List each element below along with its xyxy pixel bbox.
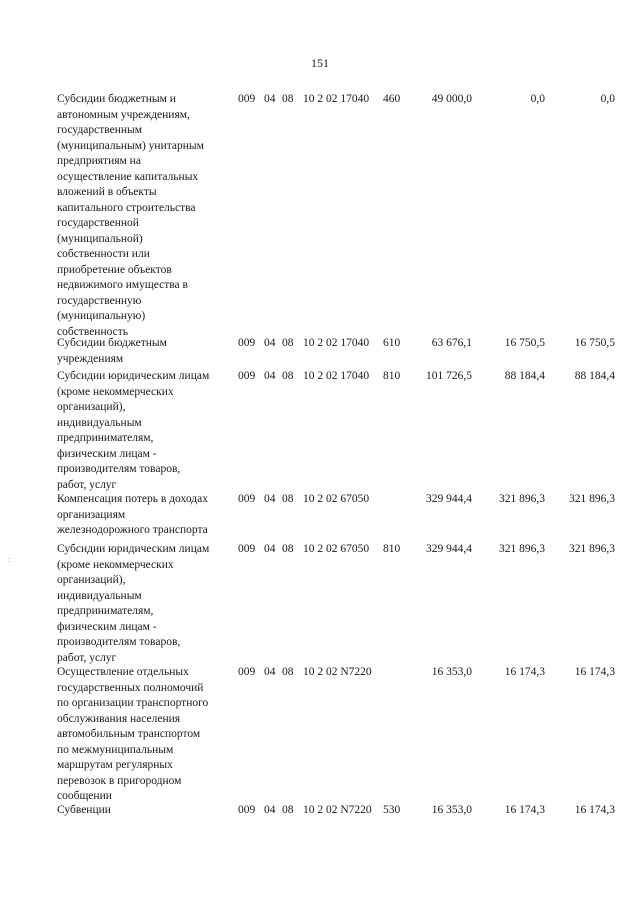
name-line: сообщении <box>57 790 112 802</box>
row-name <box>57 336 239 367</box>
name-line: (кроме некоммерческих <box>57 385 174 398</box>
expense-type-code: 610 <box>383 337 401 349</box>
amount-1: 16 353,0 <box>431 666 472 678</box>
name-line: государственной <box>57 217 139 229</box>
admin-code: 009 <box>238 666 256 678</box>
amount-3: 321 896,3 <box>569 543 615 555</box>
name-line: производителям товаров, <box>57 636 181 648</box>
name-line: Субсидии юридическим лицам <box>57 370 210 382</box>
name-line: физическим лицам - <box>57 447 157 460</box>
target-article-code: 10 2 02 67050 <box>303 543 370 555</box>
admin-code: 009 <box>238 493 256 505</box>
amount-2: 0,0 <box>530 93 545 105</box>
expense-type-code: 810 <box>383 543 401 555</box>
name-line: работ, услуг <box>57 478 117 491</box>
expense-type-code: 530 <box>383 804 401 816</box>
subsection-code: 08 <box>282 804 294 816</box>
section-code: 04 <box>264 337 276 349</box>
section-code: 04 <box>264 543 276 555</box>
admin-code: 009 <box>238 543 256 555</box>
row-name <box>57 492 239 539</box>
section-code: 04 <box>264 804 276 816</box>
target-article-code: 10 2 02 N7220 <box>303 804 372 816</box>
amount-2: 16 174,3 <box>504 666 545 678</box>
amount-3: 16 174,3 <box>574 666 615 678</box>
section-code: 04 <box>264 370 276 382</box>
name-line: предпринимателям, <box>57 605 154 617</box>
admin-code: 009 <box>238 93 256 105</box>
subsection-code: 08 <box>282 93 294 105</box>
admin-code: 009 <box>238 804 256 816</box>
name-line: собственность <box>57 325 129 338</box>
row-name <box>57 92 239 340</box>
amount-2: 16 750,5 <box>504 337 545 349</box>
section-code: 04 <box>264 666 276 678</box>
expense-type-code: 460 <box>383 93 401 105</box>
name-line: организаций), <box>57 401 126 413</box>
name-line: предприятиям на <box>57 155 141 167</box>
name-line: организаций), <box>57 574 126 586</box>
target-article-code: 10 2 02 67050 <box>303 493 370 505</box>
amount-3: 321 896,3 <box>569 493 615 505</box>
scan-dot-mark: · <box>572 878 574 884</box>
name-line: индивидуальным <box>57 589 142 602</box>
amount-3: 16 750,5 <box>574 337 615 349</box>
name-line: предпринимателям, <box>57 432 154 444</box>
name-line: Компенсация потерь в доходах <box>57 493 208 505</box>
admin-code: 009 <box>238 370 256 382</box>
row-name <box>57 542 239 666</box>
name-line: недвижимого имущества в <box>57 279 188 291</box>
expense-type-code: 810 <box>383 370 401 382</box>
name-line: перевозок в пригородном <box>57 774 182 787</box>
name-line: (кроме некоммерческих <box>57 558 174 571</box>
amount-2: 88 184,4 <box>504 370 545 382</box>
amount-1: 49 000,0 <box>431 93 472 105</box>
subsection-code: 08 <box>282 666 294 678</box>
amount-1: 329 944,4 <box>426 543 472 555</box>
name-line: физическим лицам - <box>57 620 157 633</box>
name-line: осуществление капитальных <box>57 170 199 183</box>
section-code: 04 <box>264 493 276 505</box>
name-line: Субсидии юридическим лицам <box>57 543 210 555</box>
name-line: работ, услуг <box>57 651 117 664</box>
subsection-code: 08 <box>282 493 294 505</box>
name-line: Субсидии бюджетным <box>57 337 167 349</box>
row-name <box>57 369 239 493</box>
name-line: собственности или <box>57 248 150 260</box>
subsection-code: 08 <box>282 370 294 382</box>
name-line: обслуживания населения <box>57 712 181 725</box>
amount-1: 101 726,5 <box>426 370 472 382</box>
name-line: организациям <box>57 508 126 521</box>
amount-3: 16 174,3 <box>574 804 615 816</box>
target-article-code: 10 2 02 17040 <box>303 337 370 349</box>
target-article-code: 10 2 02 17040 <box>303 93 370 105</box>
target-article-code: 10 2 02 N7220 <box>303 666 372 678</box>
amount-1: 63 676,1 <box>431 337 472 349</box>
name-line: (муниципальной) <box>57 232 143 245</box>
name-line: производителям товаров, <box>57 463 181 475</box>
page-number: 151 <box>311 56 329 70</box>
name-line: по межмуниципальным <box>57 743 174 756</box>
name-line: вложений в объекты <box>57 186 157 198</box>
amount-3: 88 184,4 <box>574 370 615 382</box>
admin-code: 009 <box>238 337 256 349</box>
amount-1: 329 944,4 <box>426 493 472 505</box>
name-line: железнодорожного транспорта <box>57 524 208 536</box>
amount-3: 0,0 <box>600 93 615 105</box>
name-line: учреждениям <box>57 352 124 365</box>
amount-2: 321 896,3 <box>499 493 545 505</box>
name-line: индивидуальным <box>57 416 142 429</box>
name-line: Осуществление отдельных <box>57 666 189 678</box>
subsection-code: 08 <box>282 337 294 349</box>
name-line: Субсидии бюджетным и <box>57 93 176 105</box>
name-line: автомобильным транспортом <box>57 728 201 740</box>
name-line: государственным <box>57 124 143 136</box>
name-line: Субвенции <box>57 804 111 816</box>
name-line: государственную <box>57 294 142 307</box>
row-name <box>57 803 239 819</box>
name-line: приобретение объектов <box>57 263 172 276</box>
amount-1: 16 353,0 <box>431 804 472 816</box>
name-line: автономным учреждениям, <box>57 108 190 121</box>
name-line: капитального строительства <box>57 201 196 214</box>
target-article-code: 10 2 02 17040 <box>303 370 370 382</box>
name-line: государственных полномочий <box>57 681 204 694</box>
name-line: (муниципальную) <box>57 310 146 322</box>
subsection-code: 08 <box>282 543 294 555</box>
scan-margin-mark: : <box>8 555 11 564</box>
name-line: маршрутам регулярных <box>57 759 173 771</box>
section-code: 04 <box>264 93 276 105</box>
name-line: (муниципальным) унитарным <box>57 139 204 152</box>
row-name <box>57 665 239 805</box>
name-line: по организации транспортного <box>57 697 209 709</box>
amount-2: 16 174,3 <box>504 804 545 816</box>
amount-2: 321 896,3 <box>499 543 545 555</box>
